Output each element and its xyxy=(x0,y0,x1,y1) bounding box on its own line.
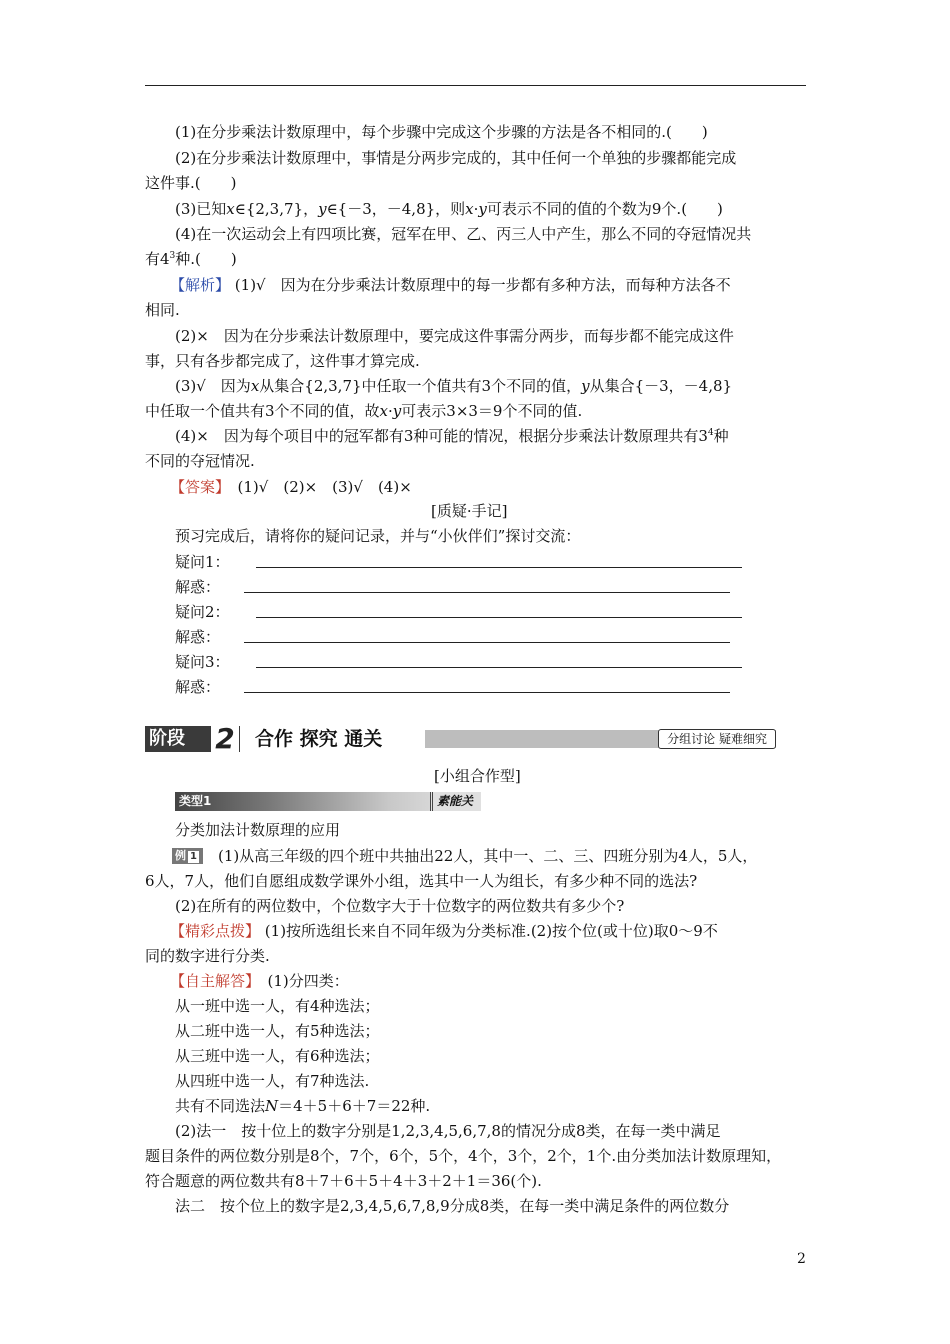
answer-1-line xyxy=(244,592,730,593)
question-4-line-1: (4)在一次运动会上有四项比赛，冠军在甲、乙、丙三人中产生，那么不同的夺冠情况共 xyxy=(175,225,752,243)
stage-banner xyxy=(145,722,776,755)
analysis-tag: 【解析】 xyxy=(170,276,231,294)
type-label: 类型1 xyxy=(179,794,212,808)
type-right-label: 素能关 xyxy=(430,792,481,811)
analysis-line-8: 不同的夺冠情况. xyxy=(145,452,255,470)
notes-heading: [质疑·手记] xyxy=(431,502,508,520)
doubt-3-line xyxy=(256,667,742,668)
solution-line-9: 符合题意的两位数共有8＋7＋6＋5＋4＋3＋2＋1＝36(个). xyxy=(145,1172,542,1190)
hint-line-2: 同的数字进行分类. xyxy=(145,947,270,965)
analysis-line-3: (2)× 因为在分步乘法计数原理中，要完成这件事需分两步，而每步都不能完成这件 xyxy=(175,327,734,345)
solution-line-6: 共有不同选法N＝4＋5＋6＋7＝22种. xyxy=(175,1097,431,1115)
answer-2-label: 解惑： xyxy=(175,628,221,646)
example-tag: 例 1 xyxy=(172,848,203,864)
question-4-line-2: 有$4^3$种.( ) xyxy=(145,250,237,268)
solution-line-1: 【自主解答】 (1)分四类： xyxy=(170,972,349,990)
page-number: 2 xyxy=(797,1251,806,1267)
solution-line-10: 法二 按个位上的数字是2,3,4,5,6,7,8,9分成8类，在每一类中满足条件的两位数分 xyxy=(175,1197,730,1215)
solution-line-5: 从四班中选一人，有7种选法. xyxy=(175,1072,370,1090)
type-bar xyxy=(175,792,481,811)
solution-line-8: 题目条件的两位数分别是8个，7个，6个，5个，4个，3个，2个，1个.由分类加法计数原理知， xyxy=(145,1147,782,1165)
solution-line-2: 从一班中选一人，有4种选法； xyxy=(175,997,380,1015)
notes-intro: 预习完成后，请将你的疑问记录，并与“小伙伴们”探讨交流： xyxy=(175,527,581,545)
question-2-line-2: 这件事.( ) xyxy=(145,174,237,192)
example-line-1: 例 1 (1)从高三年级的四个班中共抽出22人，其中一、二、三、四班分别为4人，5人， xyxy=(172,844,757,868)
solution-line-7: (2)法一 按十位上的数字分别是1,2,3,4,5,6,7,8的情况分成8类，在每一类中满足 xyxy=(175,1122,721,1140)
section-heading: [小组合作型] xyxy=(434,767,521,785)
header-rule xyxy=(145,85,806,86)
analysis-line-5: (3)√ 因为x从集合{2,3,7}中任取一个值共有3个不同的值，y从集合{－3，－4,8} xyxy=(175,377,733,395)
analysis-line-4: 事，只有各步都完成了，这件事才算完成. xyxy=(145,352,420,370)
question-1: (1)在分步乘法计数原理中，每个步骤中完成这个步骤的方法是各不相同的.( ) xyxy=(175,123,708,141)
stage-title: 合作 探究 通关 xyxy=(255,728,383,750)
example-line-2: 6人，7人，他们自愿组成数学课外小组，选其中一人为组长，有多少种不同的选法? xyxy=(145,872,698,890)
answer-1-label: 解惑： xyxy=(175,578,221,596)
stage-number: 2 xyxy=(211,724,239,754)
example-line-3: (2)在所有的两位数中，个位数字大于十位数字的两位数共有多少个? xyxy=(175,897,625,915)
hint-tag: 【精彩点拨】 xyxy=(170,922,261,940)
answer-3-line xyxy=(244,692,730,693)
answer-3-label: 解惑： xyxy=(175,678,221,696)
doubt-2-line xyxy=(256,617,742,618)
answer-line: 【答案】 (1)√ (2)× (3)√ (4)× xyxy=(170,478,412,496)
doubt-3-label: 疑问3： xyxy=(175,653,230,671)
doubt-1-label: 疑问1： xyxy=(175,553,230,571)
analysis-line-6: 中任取一个值共有3个不同的值，故x·y可表示3×3＝9个不同的值. xyxy=(145,402,583,420)
stage-label: 阶段 xyxy=(145,726,240,752)
question-2-line-1: (2)在分步乘法计数原理中，事情是分两步完成的，其中任何一个单独的步骤都能完成 xyxy=(175,149,737,167)
answer-2-line xyxy=(244,642,730,643)
solution-tag: 【自主解答】 xyxy=(170,972,253,990)
doubt-2-label: 疑问2： xyxy=(175,603,230,621)
section-topic: 分类加法计数原理的应用 xyxy=(175,821,341,839)
doubt-1-line xyxy=(256,567,742,568)
hint-line-1: 【精彩点拨】 (1)按所选组长来自不同年级为分类标准.(2)按个位(或十位)取0～9不 xyxy=(170,922,718,940)
analysis-line-1: 【解析】 (1)√ 因为在分步乘法计数原理中的每一步都有多种方法，而每种方法各不 xyxy=(170,276,731,294)
analysis-line-7: (4)× 因为每个项目中的冠军都有3种可能的情况，根据分步乘法计数原理共有$3^4$种 xyxy=(175,427,729,445)
analysis-line-2: 相同. xyxy=(145,301,180,319)
stage-badge: 分组讨论 疑难细究 xyxy=(658,729,776,749)
solution-line-4: 从三班中选一人，有6种选法； xyxy=(175,1047,380,1065)
solution-line-3: 从二班中选一人，有5种选法； xyxy=(175,1022,380,1040)
question-3: (3)已知x∈{2,3,7}，y∈{－3，－4,8}，则x·y可表示不同的值的个数为9个.( ) xyxy=(175,200,723,218)
answer-tag: 【答案】 xyxy=(170,478,223,496)
